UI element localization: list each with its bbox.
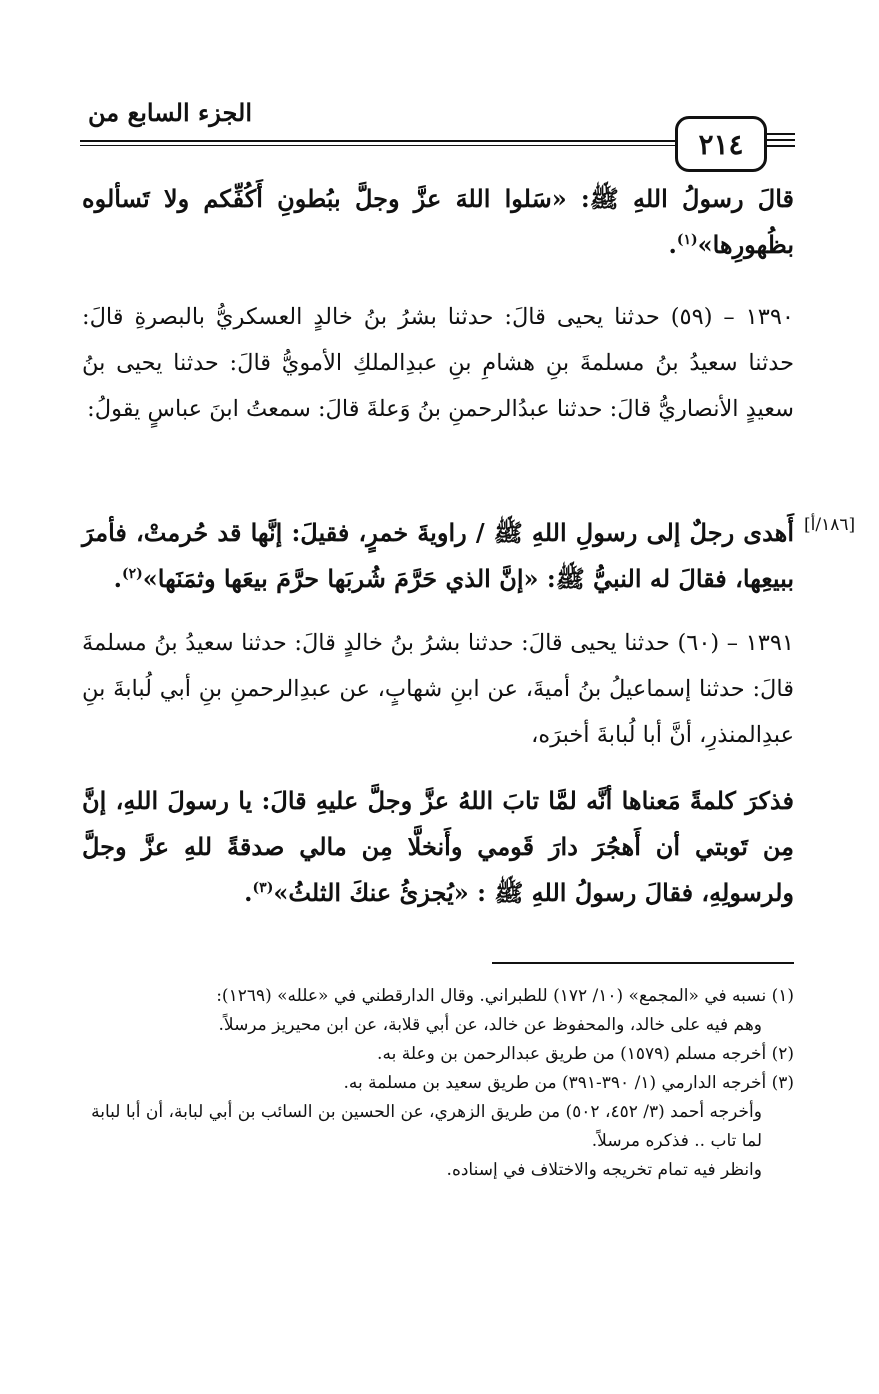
hadith-text-2: أَهدى رجلٌ إلى رسولِ اللهِ ﷺ / راويةَ خمرٍ، فقيلَ: إنَّها قد حُرمتْ، فأمرَ ببيعِها، فقالَ له النبيُّ ﷺ: «إنَّ الذي حَرَّمَ شُربَها حرَّمَ بيعَها وثمَنَها»$^{(٢)}$.	[82, 518, 794, 593]
footnote-3-cont: وأخرجه أحمد (٣/ ٤٥٢، ٥٠٢) من طريق الزهري، عن الحسين بن السائب بن أبي لبابة، أن أبا لبابة لما تاب .. فذكره مرسلاً.	[91, 1102, 762, 1151]
footnote-3: (٣) أخرجه الدارمي (١/ ٣٩٠-٣٩١) من طريق سعيد بن مسلمة به.	[343, 1073, 794, 1093]
running-title: الجزء السابع من	[88, 98, 252, 127]
footnote-1: (١) نسبه في «المجمع» (١٠/ ١٧٢) للطبراني. وقال الدارقطني في «علله» (١٢٦٩):	[216, 986, 794, 1006]
isnad-1391	[82, 620, 794, 758]
manuscript-folio-marker: [١٨٦/أ]	[804, 515, 856, 535]
footnote-2: (٢) أخرجه مسلم (١٥٧٩) من طريق عبدالرحمن بن وعلة به.	[377, 1044, 794, 1064]
footnote-ref: (٢)	[122, 566, 143, 582]
footnote-3-cont2: وانظر فيه تمام تخريجه والاختلاف في إسناده.	[446, 1160, 762, 1180]
footnote-separator	[492, 962, 794, 964]
footnote-1-cont: وهم فيه على خالد، والمحفوظ عن خالد، عن أبي قلابة، عن ابن محيريز مرسلاً.	[218, 1015, 762, 1035]
footnotes	[82, 982, 794, 1185]
isnad-text: ١٣٩١ – (٦٠) حدثنا يحيى قالَ: حدثنا بشرُ بنُ خالدٍ قالَ: حدثنا سعيدُ بنُ مسلمةَ قالَ: حدثنا إسماعيلُ بنُ أميةَ، عن ابنِ شهابٍ، عن عبدِالرحمنِ بنِ أبي لُبابةَ بنِ عبدِالمنذرِ، أنَّ أبا لُبابةَ أخبرَه،	[82, 630, 794, 748]
page-number	[675, 116, 767, 172]
footnote-ref: (٣)	[252, 880, 274, 896]
hadith-text: قالَ رسولُ اللهِ ﷺ: «سَلوا اللهَ عزَّ وجلَّ ببُطونِ أَكُفِّكم ولا تَسألوه بظُهورِها»	[82, 184, 794, 259]
hadith-text: فذكرَ كلمةً مَعناها أنَّه لمَّا تابَ اللهُ عزَّ وجلَّ عليهِ قالَ: يا رسولَ اللهِ، إنَّ مِن تَوبتي أن أَهجُرَ دارَ قَومي وأَنخلَّا مِن مالي صدقةً للهِ عزَّ وجلَّ ولرسولِهِ، فقالَ رسولُ اللهِ ﷺ : «يُجزئُ عنكَ الثلثُ»	[82, 786, 794, 907]
header-rule	[80, 140, 675, 142]
isnad-1390	[82, 294, 794, 432]
page-number-text: ٢١٤	[698, 127, 744, 161]
hadith-text-3: فذكرَ كلمةً مَعناها أنَّه لمَّا تابَ اللهُ عزَّ وجلَّ عليهِ قالَ: يا رسولَ اللهِ، إنَّ مِن تَوبتي أن أَهجُرَ دارَ قَومي وأَنخلَّا مِن مالي صدقةً للهِ عزَّ وجلَّ ولرسولِهِ، فقالَ رسولُ اللهِ ﷺ : «يُجزئُ عنكَ الثلثُ»$^{(٣)}$.	[82, 786, 794, 907]
hadith-text-1: قالَ رسولُ اللهِ ﷺ: «سَلوا اللهَ عزَّ وجلَّ ببُطونِ أَكُفِّكم ولا تَسألوه بظُهورِها»$^{(١)}$.	[82, 184, 794, 259]
header-rule-thin	[80, 145, 675, 146]
hadith-text: أَهدى رجلٌ إلى رسولِ اللهِ ﷺ / راويةَ خمرٍ، فقيلَ: إنَّها قد حُرمتْ، فأمرَ ببيعِها، فقالَ له النبيُّ ﷺ: «إنَّ الذي حَرَّمَ شُربَها حرَّمَ بيعَها وثمَنَها»	[82, 518, 794, 593]
footnote-ref: (١)	[676, 232, 698, 248]
isnad-text: ١٣٩٠ – (٥٩) حدثنا يحيى قالَ: حدثنا بشرُ بنُ خالدٍ العسكريُّ بالبصرةِ قالَ: حدثنا سعيدُ بنُ مسلمةَ بنِ هشامِ بنِ عبدِالملكِ الأمويُّ قالَ: حدثنا يحيى بنُ سعيدٍ الأنصاريُّ قالَ: حدثنا عبدُالرحمنِ بنُ وَعلةَ قالَ: سمعتُ ابنَ عباسٍ يقولُ:	[82, 304, 794, 422]
